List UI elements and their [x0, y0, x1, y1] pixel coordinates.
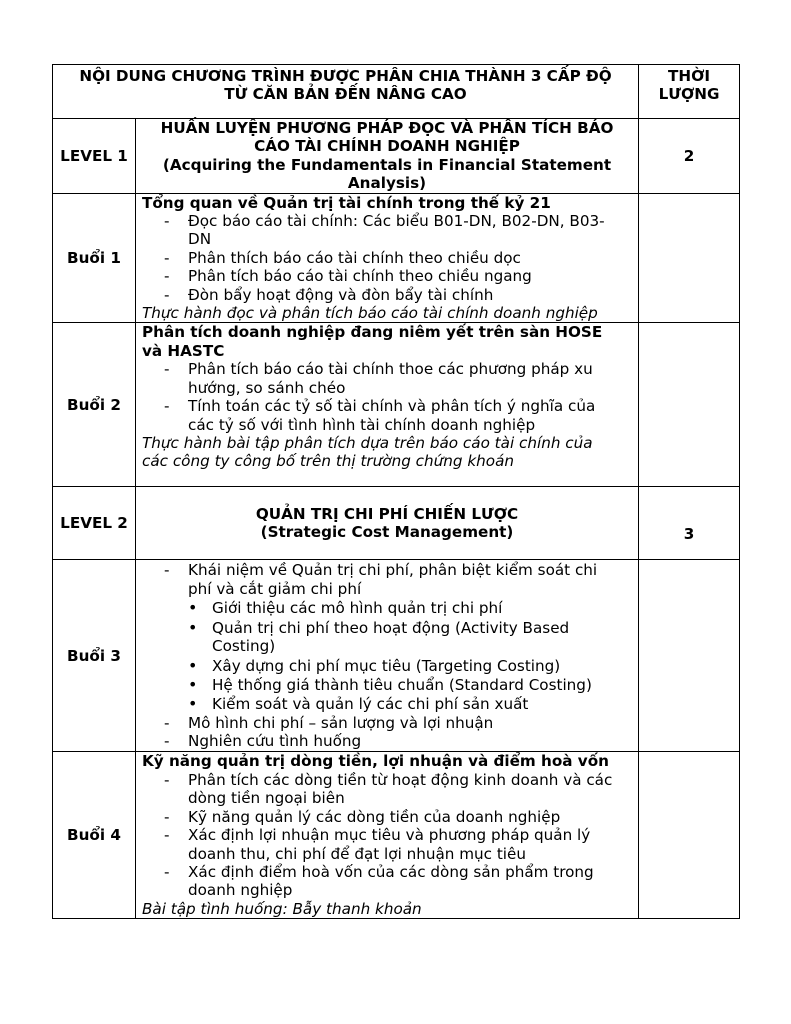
session-content [136, 323, 639, 487]
level-time: 3 [639, 487, 740, 560]
list-item [142, 397, 632, 434]
list-item-line: - Xác định lợi nhuận mục tiêu và phương pháp quản lý [188, 826, 591, 845]
list-item-line: hướng, so sánh chéo [188, 378, 346, 397]
practice-note: Thực hành đọc và phân tích báo cáo tài chính doanh nghiệp [142, 304, 598, 323]
session-time [639, 323, 740, 487]
list-item-line: phí và cắt giảm chi phí [188, 579, 362, 598]
list-item-line: các tỷ số với tình hình tài chính doanh nghiệp [188, 415, 536, 434]
bullet-item-line: Costing) [212, 637, 276, 656]
list-item-line: DN [188, 230, 212, 249]
level-label: LEVEL 2 [53, 487, 136, 560]
list-item [142, 212, 632, 249]
session-label: Buổi 3 [53, 560, 136, 752]
list-item: - Phân tích báo cáo tài chính theo chiều ngang [142, 267, 632, 285]
content-header-line: NỘI DUNG CHƯƠNG TRÌNH ĐƯỢC PHÂN CHIA THÀNH 3 CẤP ĐỘ [79, 67, 612, 85]
session-heading-line: và HASTC [142, 341, 225, 360]
session-content [136, 193, 639, 323]
session-heading: Tổng quan về Quản trị tài chính trong thế kỷ 21 [142, 193, 551, 212]
list-item-line: dòng tiền ngoại biên [188, 789, 345, 808]
session-row [53, 752, 740, 919]
practice-note-line: các công ty công bố trên thị trường chứng khoán [142, 452, 515, 471]
list-item-line: - Phân tích báo cáo tài chính thoe các phương pháp xu [188, 360, 593, 379]
session-label: Buổi 2 [53, 323, 136, 487]
time-header-line: LƯỢNG [658, 85, 720, 104]
session-content [136, 560, 639, 752]
session-time [639, 752, 740, 919]
list-item: - Đòn bẩy hoạt động và đòn bẩy tài chính [142, 286, 632, 304]
list-item: - Phân thích báo cáo tài chính theo chiều dọc [142, 249, 632, 267]
session-row [53, 560, 740, 752]
curriculum-table [52, 64, 740, 919]
list-item [142, 360, 632, 397]
session-heading-line: Phân tích doanh nghiệp đang niêm yết trên sàn HOSE [142, 323, 603, 342]
list-item-line: - Phân tích các dòng tiền từ hoạt động kinh doanh và các [188, 770, 613, 789]
list-item: - Nghiên cứu tình huống [142, 732, 632, 750]
list-item-line: - Khái niệm về Quản trị chi phí, phân biệt kiểm soát chi [188, 561, 598, 580]
bullet-item: • Giới thiệu các mô hình quản trị chi phí [142, 599, 632, 617]
practice-note [142, 434, 632, 471]
list-item [142, 863, 632, 900]
header-row [53, 65, 740, 119]
session-time [639, 193, 740, 323]
list-item [142, 771, 632, 808]
practice-note-line: Thực hành bài tập phân tích dựa trên báo cáo tài chính của [142, 433, 593, 452]
session-time [639, 560, 740, 752]
session-row [53, 323, 740, 487]
session-row [53, 193, 740, 323]
level-title-line: (Strategic Cost Management) [260, 523, 514, 542]
session-heading: Kỹ năng quản trị dòng tiền, lợi nhuận và điểm hoà vốn [142, 752, 609, 771]
list-item-line: - Xác định điểm hoà vốn của các dòng sản phẩm trong [188, 862, 594, 881]
level-title [136, 119, 639, 194]
list-item: - Mô hình chi phí – sản lượng và lợi nhuận [142, 714, 632, 732]
level-title-line: HUẤN LUYỆN PHƯƠNG PHÁP ĐỌC VÀ PHÂN TÍCH BÁO [160, 119, 614, 137]
time-header [639, 65, 740, 119]
content-header-line: TỪ CĂN BẢN ĐẾN NÂNG CAO [224, 85, 467, 104]
session-heading [142, 323, 632, 360]
level-time: 2 [639, 119, 740, 194]
list-item-line: doanh thu, chi phí để đạt lợi nhuận mục tiêu [188, 844, 526, 863]
level-label: LEVEL 1 [53, 119, 136, 194]
level-title-line: (Acquiring the Fundamentals in Financial Statement [162, 155, 612, 174]
session-label: Buổi 4 [53, 752, 136, 919]
list-item: - Kỹ năng quản lý các dòng tiền của doanh nghiệp [142, 808, 632, 826]
level-title-line: CÁO TÀI CHÍNH DOANH NGHIỆP [254, 137, 520, 156]
bullet-item-line: • Quản trị chi phí theo hoạt động (Activity Based [212, 618, 570, 637]
bullet-item: • Xây dựng chi phí mục tiêu (Targeting Costing) [142, 657, 632, 675]
content-header [53, 65, 639, 119]
time-header-line: THỜI [668, 67, 711, 85]
bullet-item: • Hệ thống giá thành tiêu chuẩn (Standard Costing) [142, 676, 632, 694]
bullet-item [142, 619, 632, 656]
list-item-line: doanh nghiệp [188, 881, 293, 900]
level-title [136, 487, 639, 560]
session-content [136, 752, 639, 919]
practice-note: Bài tập tình huống: Bẫy thanh khoản [142, 899, 422, 918]
list-item-line: - Tính toán các tỷ số tài chính và phân tích ý nghĩa của [188, 397, 596, 416]
list-item [142, 826, 632, 863]
level-row [53, 119, 740, 194]
level-title-line: QUẢN TRỊ CHI PHÍ CHIẾN LƯỢC [255, 505, 519, 524]
list-item [142, 561, 632, 598]
list-item-line: - Đọc báo cáo tài chính: Các biểu B01-DN, B02-DN, B03- [188, 212, 605, 231]
bullet-item: • Kiểm soát và quản lý các chi phí sản xuất [142, 695, 632, 713]
level-title-line: Analysis) [347, 174, 427, 193]
session-label: Buổi 1 [53, 193, 136, 323]
level-row [53, 487, 740, 560]
